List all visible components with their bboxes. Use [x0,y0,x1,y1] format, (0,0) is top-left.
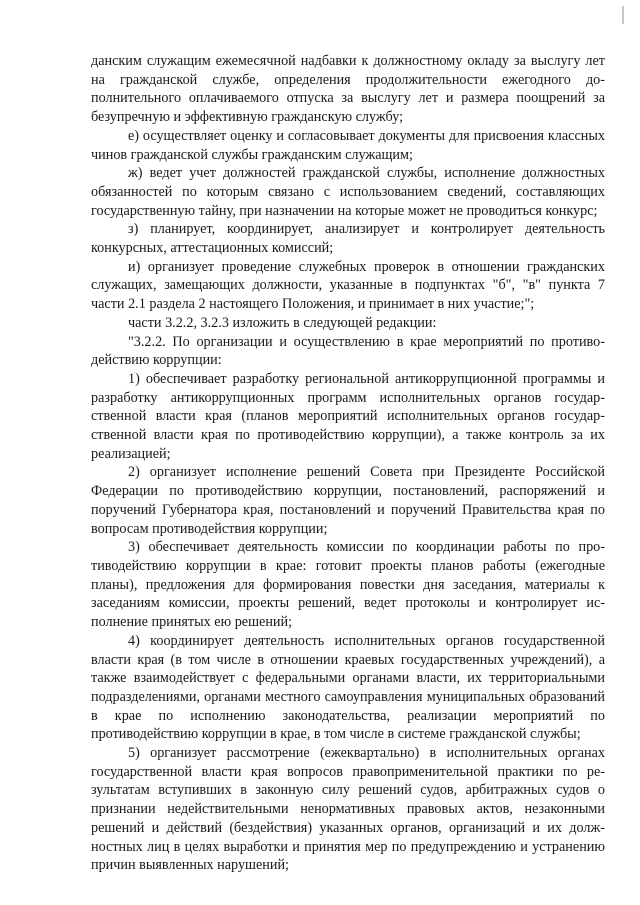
paragraph-item-2: 2) организует исполнение решений Совета при Президенте Российской Федерации по противодействию коррупции, постановлений, распоряжений и поручений Губернатора края, постановлений и поручений Правительства края по вопросам противодействия коррупции; [91,464,605,537]
paragraph-section-3-2-2: "3.2.2. По организации и осуществлению в крае мероприятий по противодействию коррупции: [91,333,605,369]
paragraph-continuation: данским служащим ежемесячной надбавки к должностному окладу за выслугу лет на гражданской службе, определения продолжительности ежегодного дополнительного оплачиваемого отпуска за выслугу лет и размера поощрений за безупречную и эффективную гражданскую службу; [91,53,605,126]
paragraph-item-1: 1) обеспечивает разработку региональной антикоррупционной программы и разработку антикоррупционных программ исполнительных органов государственной власти края (планов мероприятий исполнительных органов государственной власти края по противодействию коррупции), а также контроль за их реализацией; [91,370,605,462]
paragraph-item-zh: ж) ведет учет должностей гражданской службы, исполнение должностных обязанностей по которым связано с использованием сведений, составляющих государственную тайну, при назначении на которые может не проводиться конкурс; [91,165,605,219]
paragraph-item-e: е) осуществляет оценку и согласовывает документы для присвоения классных чинов гражданской службы гражданским служащим; [91,127,605,163]
paragraph-item-3: 3) обеспечивает деятельность комиссии по координации работы по противодействию коррупции в крае: готовит проекты планов работы (ежегодные планы), предложения для формирования повестки дня заседания, материалы к заседаниям комиссии, проекты решений, ведет протоколы и контролирует исполнение принятых ею решений; [91,539,605,631]
paragraph-item-5: 5) организует рассмотрение (ежеквартально) в исполнительных органах государственной власти края вопросов правоприменительной практики по результатам вступивших в законную силу решений судов, арбитражных судов о признании недействительными ненормативных правовых актов, незаконными решений и действий (бездействия) указанных органов, организаций и их должностных лиц в целях выработки и принятия мер по предупреждению и устранению причин выявленных нарушений; [91,745,605,874]
paragraph-item-4: 4) координирует деятельность исполнительных органов государственной власти края (в том числе в отношении краевых государственных учреждений), а также взаимодействует с федеральными органами власти, их территориальными подразделениями, органами местного самоуправления муниципальных образований в крае по исполнению законодательства, реализации мероприятий по противодействию коррупции в крае, в том числе в системе гражданской службы; [91,632,605,743]
page-corner-mark [622,6,624,24]
paragraph-item-z: з) планирует, координирует, анализирует и контролирует деятельность конкурсных, аттестационных комиссий; [91,221,605,257]
document-body [91,52,605,875]
paragraph-item-i: и) организует проведение служебных проверок в отношении гражданских служащих, замещающих должности, указанные в подпунктах "б", "в" пункта 7 части 2.1 раздела 2 настоящего Положения, и принимает в них участие;"; [91,258,605,313]
paragraph-amendment-intro: части 3.2.2, 3.2.3 изложить в следующей редакции: [128,314,437,331]
